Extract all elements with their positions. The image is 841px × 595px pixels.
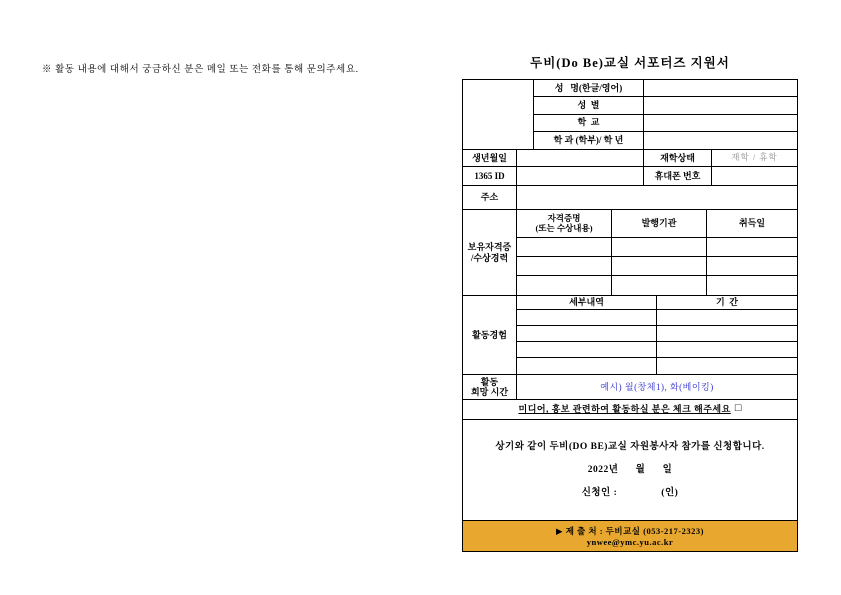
certificates-label-line2: /수상경력 [470, 252, 509, 263]
cert-issuer-input-cell[interactable] [612, 238, 707, 257]
declaration-date[interactable]: 2022년 월 일 [587, 465, 673, 475]
id1365-input-cell[interactable] [517, 167, 644, 185]
media-checkbox[interactable]: □ [734, 402, 742, 415]
experience-detail-input-cell[interactable] [517, 342, 657, 358]
experience-period-input-cell[interactable] [657, 358, 797, 374]
hours-example-input-cell[interactable]: 예시) 월(창체1), 화(베이킹) [600, 381, 714, 392]
cert-date-input-cell[interactable] [707, 276, 797, 295]
experience-period-input-cell[interactable] [657, 310, 797, 326]
experience-detail-input-cell[interactable] [517, 310, 657, 326]
experience-period-input-cell[interactable] [657, 326, 797, 342]
cert-name-header-line2: (또는 수상내용) [535, 222, 593, 233]
signature-line [582, 488, 679, 498]
seal-label: (인) [661, 488, 679, 498]
experience-period-input-cell[interactable] [657, 342, 797, 358]
school-label: 학 교 [534, 115, 644, 132]
application-form [462, 53, 798, 552]
birth-label: 생년월일 [463, 150, 517, 167]
cert-issuer-input-cell[interactable] [612, 276, 707, 295]
experience-detail-input-cell[interactable] [517, 358, 657, 374]
experience-detail-input-cell[interactable] [517, 326, 657, 342]
contact-note: ※ 활동 내용에 대해서 궁금하신 분은 메일 또는 전화를 통해 문의주세요. [42, 65, 359, 75]
submit-section [463, 521, 797, 551]
id1365-label: 1365 ID [463, 167, 517, 185]
declaration-text: 상기와 같이 두비(DO BE)교실 자원봉사자 참가를 신청합니다. [495, 442, 765, 452]
media-check-text: 미디어, 홍보 관련하여 활동하실 분은 체크 해주세요 [518, 404, 731, 415]
cert-name-input-cell[interactable] [517, 276, 612, 295]
declaration-section [463, 420, 797, 521]
cert-date-input-cell[interactable] [707, 257, 797, 276]
certificates-section-label [463, 210, 517, 295]
gender-input-cell[interactable] [644, 97, 797, 114]
cert-issuer-input-cell[interactable] [612, 257, 707, 276]
phone-label: 휴대폰 번호 [644, 167, 712, 185]
application-form-table [462, 79, 798, 552]
cert-date-header: 취득일 [707, 210, 797, 238]
submit-email: ynwee@ymc.yu.ac.kr [586, 536, 674, 547]
address-label: 주소 [463, 186, 517, 209]
status-value[interactable]: 재학 / 휴학 [712, 150, 797, 167]
name-label: 성 명(한글/영어) [534, 80, 644, 97]
hours-section [463, 375, 797, 400]
name-input-cell[interactable] [644, 80, 797, 97]
photo-box [463, 80, 534, 149]
media-check-row [463, 400, 797, 419]
cert-date-input-cell[interactable] [707, 238, 797, 257]
cert-name-header-line1: 자격증명 [547, 212, 581, 223]
dept-input-cell[interactable] [644, 132, 797, 149]
certificates-label-line1: 보유자격증 [467, 242, 512, 253]
experience-detail-header: 세부내역 [517, 296, 657, 310]
hours-label [463, 375, 517, 399]
address-input-cell[interactable] [517, 186, 797, 209]
applicant-label: 신청인 : [581, 488, 618, 498]
birth-input-cell[interactable] [517, 150, 644, 167]
school-input-cell[interactable] [644, 115, 797, 132]
hours-label-line2: 희망 시간 [470, 387, 509, 397]
status-label: 재학상태 [644, 150, 712, 167]
dept-label: 학 과 (학부)/ 학 년 [534, 132, 644, 149]
experience-period-header: 기 간 [657, 296, 797, 310]
cert-issuer-header: 발행기관 [612, 210, 707, 238]
identity-section [463, 80, 797, 150]
gender-label: 성 별 [534, 97, 644, 114]
experience-section [463, 296, 797, 375]
declaration-block [463, 420, 797, 520]
address-section [463, 186, 797, 210]
cert-name-input-cell[interactable] [517, 238, 612, 257]
cert-name-header [517, 210, 612, 238]
submit-bar [463, 521, 797, 551]
hours-label-line1: 활동 [480, 376, 499, 387]
basic-info-section [463, 150, 797, 186]
media-check-section [463, 400, 797, 420]
submit-address: ▶ 제 출 처 : 두비교실 (053-217-2323) [556, 525, 704, 536]
certificates-section [463, 210, 797, 296]
cert-name-input-cell[interactable] [517, 257, 612, 276]
experience-section-label: 활동경험 [463, 296, 517, 374]
form-title: 두비(Do Be)교실 서포터즈 지원서 [530, 56, 730, 70]
phone-input-cell[interactable] [712, 167, 797, 185]
